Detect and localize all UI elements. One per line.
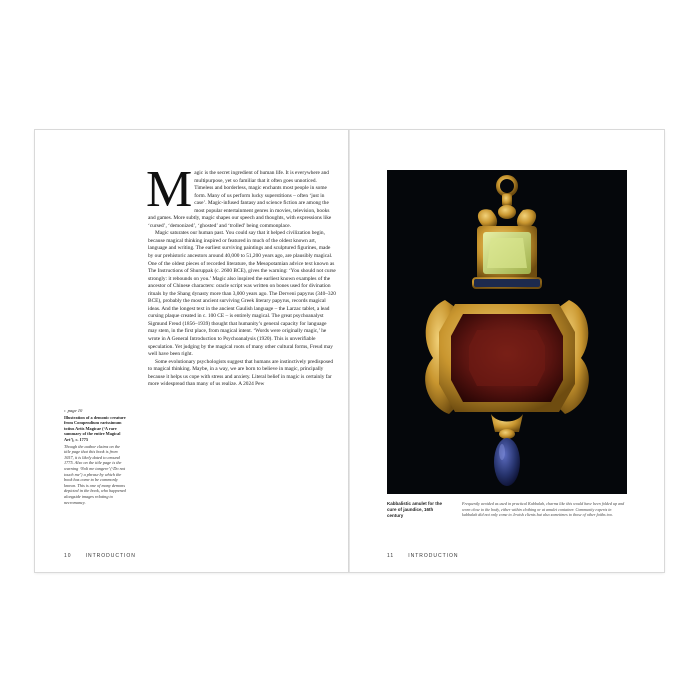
amulet-illustration [387, 170, 627, 494]
sidebar-caption [64, 408, 127, 505]
paragraph-3: Some evolutionary psychologists suggest that humans are instinctively predisposed to magical thinking. Maybe, in a way, we are born to believe in magic, principally because it helps us cope with stress and anxiety. Literal belief in magic is certainly far more widespread than many of us realize. A 2024 Pew [148, 358, 334, 388]
running-head-left: INTRODUCTION [85, 553, 136, 559]
paragraph-2: Magic saturates our human past. You could say that it helped civilization begin, because magical thinking inspired or featured in much of the oldest known art, language and writing. The earliest surviving paintings and sculptured figurines, made by our prehistoric ancestors around 40,000 to 51,200 years ago, are plausibly magical. One of the oldest pieces of recorded literature, the Mesopotamian advice text known as The Instructions of Shuruppak (c. 2600 BCE), gives the warning: ‘You should not curse strongly: it rebounds on you.’ Magic also inspired the earliest known examples of the ancestor of Chinese characters: oracle script was written on bones used for divination rituals by the Shang dynasty more than 3,000 years ago. The Derveni papyrus (340–320 BCE), probably the most ancient surviving Greek literary papyrus, records magical ideas. And the longest text in the ancient Gaulish language – the Larzac tablet, a lead cursing plaque created in c. 100 CE – is entirely magical. The great psychoanalyst Sigmund Freud (1856–1939) thought that humanity’s general capacity for language may stem, in the first place, from magical intent. ‘Words were originally magic,’ he wrote in A General Introduction to Psychoanalysis (1920). This is unverifiable speculation. Yet judging by the magical roots of many other cultural forms, Freud may well have been right. [148, 230, 336, 358]
page-reference: page 10 [67, 408, 83, 413]
suspension-ring [498, 177, 516, 195]
photo-caption-text: Frequently avoided as used in practical Kabbalah, charms like this would have been folded up and worn close to the body, either within clothing or at amulet container. Community experts in kabbalah did not only come to Jewish clients but also sometimes to those of other faiths too. [462, 501, 625, 518]
page-number-right: 11 [387, 553, 395, 559]
left-folio [64, 553, 136, 559]
photo-caption-title: Kabbalistic amulet for the cure of jaundice, 16th century [387, 501, 443, 518]
right-folio [387, 553, 459, 559]
sidebar-caption-title: Illustration of a demonic creature from Compendium rarissimum totius Artis Magicae (‘A rare summary of the entire Magical Art’), c. 1775 [64, 414, 126, 442]
sapphire-drop [494, 438, 520, 486]
amulet-photo [387, 170, 627, 494]
left-page [35, 130, 349, 572]
paragraph-1 [146, 161, 336, 230]
running-head-right: INTRODUCTION [408, 553, 459, 559]
drop-cap: M [146, 161, 193, 218]
body-text [146, 161, 336, 389]
paragraph-1-text: agic is the secret ingredient of human life. It is everywhere and multipurpose, yet so familiar that it often goes unnoticed. Timeless and borderless, magic enchants most people in some form. Many of us perform lucky superstitions – often ‘just in case’. Magic-infused fantasy and science fiction are among the most popular entertainment genres in movies, television, books and games. More subtly, magic shapes our speech and thoughts, with expressions like ‘cursed’, ‘demonized’, ‘ghosted’ and ‘trolled’ being commonplace. [148, 170, 332, 229]
sidebar-caption-note: Though the author claims on the title page that this book is from 1057, it is likely dated to around 1775. Also on the title page is the warning ‘Noli me tangere’ (‘Do not touch me’) a phrase by which the book has come to be commonly known. This is one of many demons depicted in the book, who happened alongside images relating to necromancy. [64, 443, 126, 505]
arrow-left-icon: ‹ [64, 409, 66, 414]
right-page [350, 130, 664, 572]
page-number-left: 10 [64, 553, 72, 559]
book-spread [35, 130, 664, 572]
